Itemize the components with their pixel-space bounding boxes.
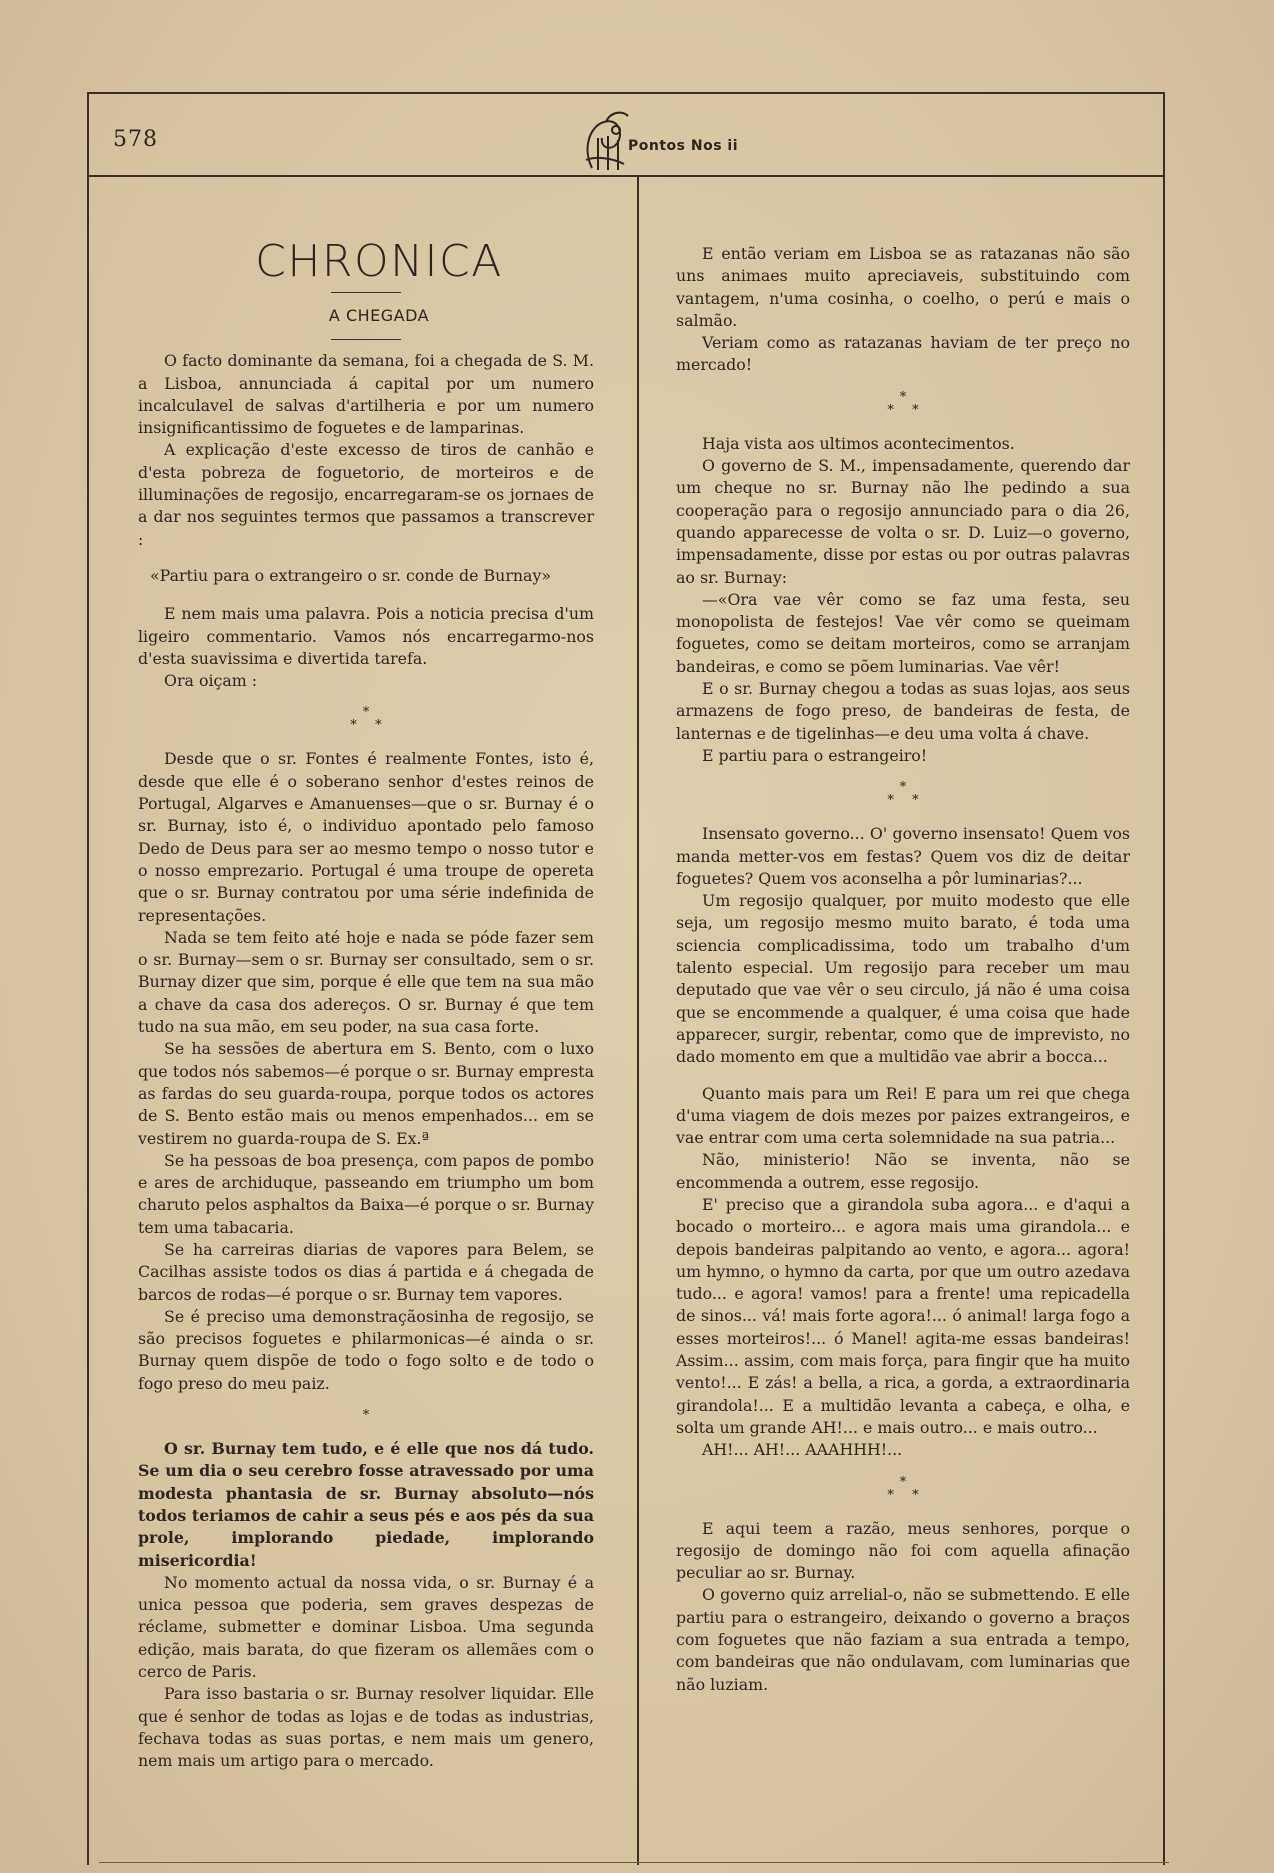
- quote: «Partiu para o extrangeiro o sr. conde de Burnay»: [150, 565, 552, 585]
- paragraph: O governo de S. M., impensadamente, querendo dar um cheque no sr. Burnay não lhe pedindo a sua cooperação para o regosijo annunciado para o dia 26, quando apparecesse de volta o sr. D. Luiz—o governo, impensadamente, disse por estas ou por outras palavras ao sr. Burnay:: [676, 456, 1130, 587]
- masthead-title: Pontos Nos ii: [628, 138, 739, 154]
- article-title: CHRONICA: [255, 236, 503, 287]
- paragraph: Nada se tem feito até hoje e nada se póde fazer sem o sr. Burnay—sem o sr. Burnay ser consultado, sem o sr. Burnay dizer que sim, porque é elle que tem na sua mão a chave da casa dos adereços. O sr. Burnay é que tem tudo na sua mão, em seu poder, na sua casa forte.: [138, 927, 594, 1037]
- section-separator: * * *: [887, 780, 919, 809]
- title-rule: [331, 292, 401, 293]
- paragraph: E o sr. Burnay chegou a todas as suas lojas, aos seus armazens de fogo preso, de bandeiras de festa, de lanternas e de tigelinhas—e deu uma volta á chave.: [676, 679, 1130, 743]
- paragraph: E aqui teem a razão, meus senhores, porque o regosijo de domingo não foi com aquella afinação peculiar ao sr. Burnay.: [676, 1518, 1130, 1583]
- paragraph: Haja vista aos ultimos acontecimentos.: [702, 433, 1015, 453]
- paragraph: E' preciso que a girandola suba agora... e d'aqui a bocado o morteiro... e agora mais uma girandola... e depois bandeiras palpitando ao vento, e agora... agora! um hymno, o hymno da carta, por que um outro azedava tudo... e agora! vamos! para a frente! uma repicadella de sinos... vá! mais forte agora!... ó animal! larga fogo a esses morteiros!... ó Manel! agita-me essas bandeiras! Assim... assim, com mais força, para fingir que ha muito vento!... E zás! a bella, a rica, a gorda, a extraordinaria girandola!... E a multidão levanta a cabeça, e olha, e solta um grande AH!... e mais outro... e mais outro...: [676, 1194, 1130, 1437]
- paragraph: E partiu para o estrangeiro!: [702, 745, 928, 765]
- paragraph: No momento actual da nossa vida, o sr. Burnay é a unica pessoa que poderia, sem graves despezas de réclame, submetter e dominar Lisboa. Uma segunda edição, mais barata, do que fizeram os allemães com o cerco de Paris.: [138, 1572, 594, 1682]
- article-subtitle: A CHEGADA: [328, 306, 430, 325]
- paragraph: Não, ministerio! Não se inventa, não se encommenda a outrem, esse regosijo.: [676, 1150, 1130, 1192]
- paragraph: —«Ora vae vêr como se faz uma festa, seu monopolista de festejos! Vae vêr como se queimam foguetes, como se deitam morteiros, como se arranjam bandeiras, e como se põem luminarias. Vae vêr!: [676, 589, 1130, 676]
- page-bottom-edge: [99, 1862, 1169, 1863]
- paragraph: E nem mais uma palavra. Pois a noticia precisa d'um ligeiro commentario. Vamos nós encarregarmo-nos d'esta suavissima e divertida tarefa.: [138, 604, 594, 668]
- paragraph: Um regosijo qualquer, por muito modesto que elle seja, um regosijo mesmo muito barato, é toda uma sciencia complicadissima, todo um trabalho d'um talento especial. Um regosijo para receber um mau deputado que vae vêr o seu circulo, já não é uma coisa que se encommende a qualquer, é uma coisa que hade apparecer, surgir, rebentar, como que de imprevisto, no dado momento em que a multidão vae abrir a bocca...: [676, 891, 1130, 1067]
- right-column: [676, 243, 1130, 1696]
- paragraph: O sr. Burnay tem tudo, e é elle que nos dá tudo. Se um dia o seu cerebro fosse atravessado por uma modesta phantasia de sr. Burnay absoluto—nós todos teriamos de cahir a seus pés e aos pés da sua prole, implorando piedade, implorando misericordia!: [138, 1439, 594, 1570]
- paragraph: Se é preciso uma demonstraçãosinha de regosijo, se são precisos foguetes e philarmonicas—é ainda o sr. Burnay quem dispõe de todo o fogo solto e de todo o fogo preso do meu paiz.: [138, 1306, 594, 1393]
- paragraph: Veriam como as ratazanas haviam de ter preço no mercado!: [676, 333, 1130, 375]
- paragraph: AH!... AH!... AAAHHH!...: [702, 1440, 903, 1460]
- paragraph: Desde que o sr. Fontes é realmente Fontes, isto é, desde que elle é o soberano senhor d'estes reinos de Portugal, Algarves e Amanuenses—que o sr. Burnay é o sr. Burnay, isto é, o individuo apontado pelo famoso Dedo de Deus para ser ao mesmo tempo o nosso tutor e o nosso emprezario. Portugal é uma troupe de opereta que o sr. Burnay contratou por uma série indefinida de representações.: [138, 749, 594, 925]
- section-separator: *: [362, 1408, 370, 1424]
- paragraph: A explicação d'este excesso de tiros de canhão e d'esta pobreza de foguetorio, de morteiros e de illuminações de regosijo, encarregaram-se os jornaes de a dar nos seguintes termos que passamos a transcrever :: [138, 440, 594, 549]
- left-column: [138, 238, 594, 1773]
- paragraph: E então veriam em Lisboa se as ratazanas não são uns animaes muito apreciaveis, substituindo com vantagem, n'uma cosinha, o coelho, o perú e mais o salmão.: [676, 244, 1130, 330]
- paragraph: Quanto mais para um Rei! E para um rei que chega d'uma viagem de dois mezes por paizes extrangeiros, e vae entrar com uma certa solemnidade na sua patria...: [676, 1083, 1130, 1148]
- section-separator: * * *: [887, 389, 919, 418]
- paragraph: Insensato governo... O' governo insensato! Quem vos manda metter-vos em festas? Quem vos diz de deitar foguetes? Quem vos aconselha a pôr luminarias?...: [676, 824, 1130, 888]
- paragraph: O governo quiz arrelial-o, não se submettendo. E elle partiu para o estrangeiro, deixando o governo a braços com foguetes que não faziam a sua entrada a tempo, com bandeiras que não ondulavam, com luminarias que não luziam.: [676, 1585, 1130, 1694]
- spacer: [676, 1069, 1130, 1083]
- page-number: 578: [113, 127, 158, 152]
- subtitle-rule: [331, 339, 401, 340]
- section-separator: * * *: [887, 1474, 919, 1503]
- section-separator: * * *: [350, 705, 382, 734]
- paragraph: Se ha carreiras diarias de vapores para Belem, se Cacilhas assiste todos os dias á partida e á chegada de barcos de rodas—é porque o sr. Burnay tem vapores.: [138, 1239, 594, 1304]
- column-divider: [637, 176, 639, 1865]
- paragraph: Para isso bastaria o sr. Burnay resolver liquidar. Elle que é senhor de todas as lojas e de todas as industrias, fechava todas as suas portas, e nem mais um genero, nem mais um artigo para o mercado.: [138, 1684, 594, 1771]
- paragraph: O facto dominante da semana, foi a chegada de S. M. a Lisboa, annunciada á capital por um numero incalculavel de salvas d'artilheria e por um numero insignificantissimo de foguetes e de lamparinas.: [138, 351, 594, 438]
- paragraph: Se ha pessoas de boa presença, com papos de pombo e ares de archiduque, passeando em triumpho um bom charuto pelos asphaltos da Baixa—é porque o sr. Burnay tem uma tabacaria.: [138, 1150, 594, 1237]
- paragraph: Se ha sessões de abertura em S. Bento, com o luxo que todos nós sabemos—é porque o sr. Burnay empresta as fardas do seu guarda-roupa, porque todos os actores de S. Bento estão mais ou menos empenhados... em se vestirem no guarda-roupa de S. Ex.ª: [138, 1039, 594, 1148]
- paragraph: Ora oiçam :: [164, 671, 258, 691]
